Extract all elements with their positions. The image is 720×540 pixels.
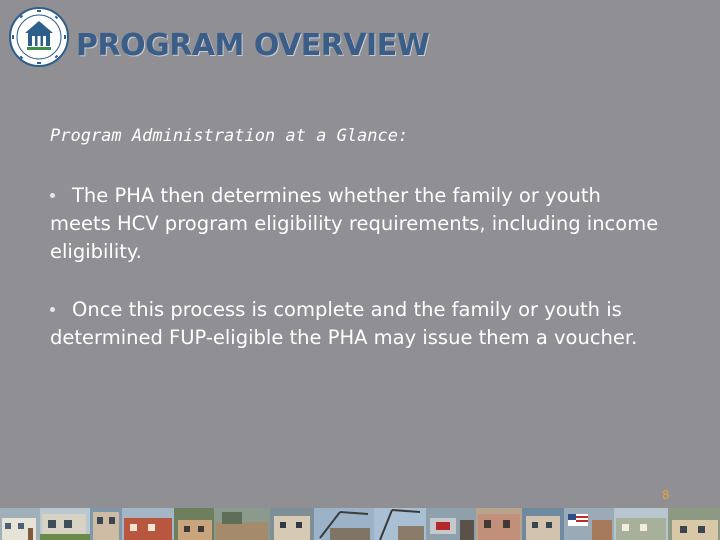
page-number: 8 — [662, 488, 670, 502]
bullet-item — [50, 182, 662, 266]
housing-photo-strip — [0, 508, 720, 540]
bullet-list — [50, 182, 662, 382]
hud-seal-icon — [8, 6, 70, 68]
bullet-text: Once this process is complete and the family or youth is determined FUP-eligible the PHA may issue them a voucher. — [50, 298, 638, 349]
slide-title: PROGRAM OVERVIEW — [76, 28, 430, 63]
bullet-item — [50, 296, 662, 352]
bullet-text: The PHA then determines whether the family or youth meets HCV program eligibility requirements, including income eligibility. — [50, 184, 659, 263]
slide-subtitle: Program Administration at a Glance: — [50, 126, 409, 146]
bullet-dot-icon — [50, 193, 55, 198]
bullet-dot-icon — [50, 307, 55, 312]
